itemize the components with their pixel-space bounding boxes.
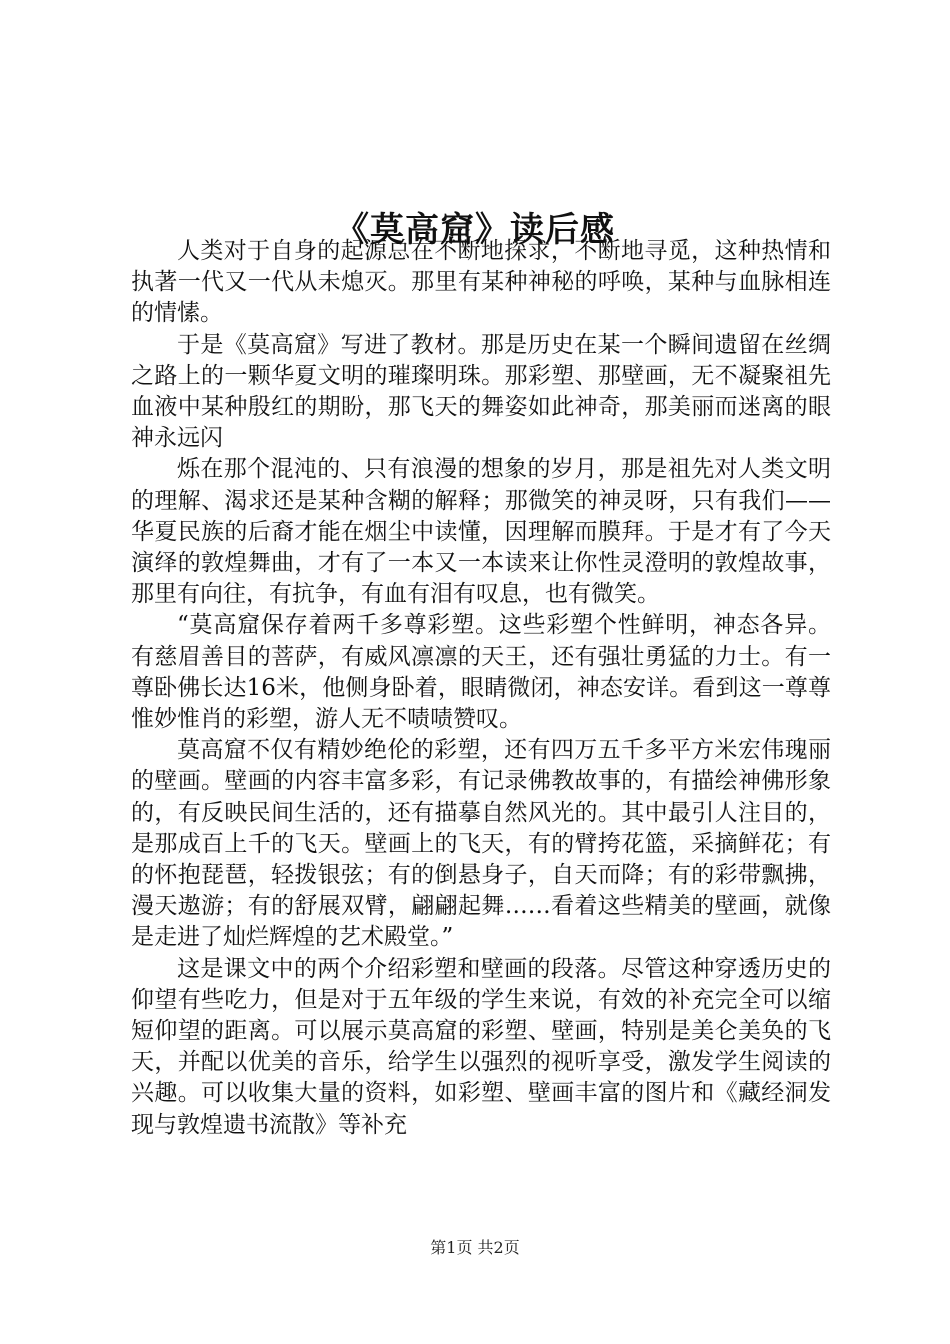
document-body	[131, 236, 831, 1141]
document-title: 《莫高窟》读后感	[335, 209, 615, 250]
paragraph: 这是课文中的两个介绍彩塑和壁画的段落。尽管这种穿透历史的仰望有些吃力，但是对于五年级的学生来说，有效的补充完全可以缩短仰望的距离。可以展示莫高窟的彩塑、壁画，特别是美仑美奂的飞天，并配以优美的音乐，给学生以强烈的视听享受，激发学生阅读的兴趣。可以收集大量的资料，如彩塑、壁画丰富的图片和《藏经洞发现与敦煌遗书流散》等补充	[131, 955, 831, 1138]
paragraph: “莫高窟保存着两千多尊彩塑。这些彩塑个性鲜明，神态各异。有慈眉善目的菩萨，有威风凛凛的天王，还有强壮勇猛的力士。有一尊卧佛长达16米，他侧身卧着，眼睛微闭，神态安详。看到这一尊尊惟妙惟肖的彩塑，游人无不啧啧赞叹。	[131, 612, 831, 733]
paragraph: 于是《莫高窟》写进了教材。那是历史在某一个瞬间遗留在丝绸之路上的一颗华夏文明的璀璨明珠。那彩塑、那壁画，无不凝聚祖先血液中某种殷红的期盼，那飞天的舞姿如此神奇，那美丽而迷离的眼神永远闪	[131, 331, 831, 452]
paragraph: 莫高窟不仅有精妙绝伦的彩塑，还有四万五千多平方米宏伟瑰丽的壁画。壁画的内容丰富多彩，有记录佛教故事的，有描绘神佛形象的，有反映民间生活的，还有描摹自然风光的。其中最引人注目的，是那成百上千的飞天。壁画上的飞天，有的臂挎花篮，采摘鲜花；有的怀抱琵琶，轻拨银弦；有的倒悬身子，自天而降；有的彩带飘拂，漫天遨游；有的舒展双臂，翩翩起舞……看着这些精美的壁画，就像是走进了灿烂辉煌的艺术殿堂。”	[131, 737, 831, 951]
page-footer	[0, 1236, 950, 1260]
page-indicator: 第1页 共2页	[430, 1238, 520, 1257]
paragraph: 烁在那个混沌的、只有浪漫的想象的岁月，那是祖先对人类文明的理解、渴求还是某种含糊的解释；那微笑的神灵呀，只有我们——华夏民族的后裔才能在烟尘中读懂，因理解而膜拜。于是才有了今天演绎的敦煌舞曲，才有了一本又一本读来让你性灵澄明的敦煌故事，那里有向往，有抗争，有血有泪有叹息，也有微笑。	[131, 456, 831, 608]
paragraph: 人类对于自身的起源总在不断地探求，不断地寻觅，这种热情和执著一代又一代从未熄灭。那里有某种神秘的呼唤，某种与血脉相连的情愫。	[131, 238, 831, 327]
